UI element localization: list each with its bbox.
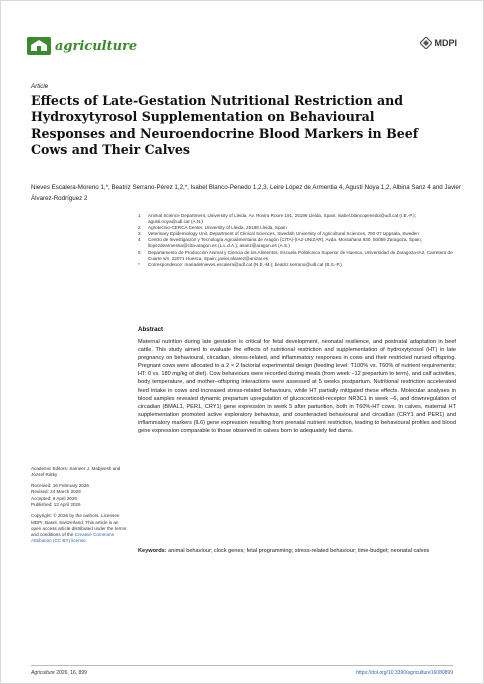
license-link[interactable]: Creative Commons Attribution (CC BY) license: [31, 532, 115, 544]
barn-icon: [27, 37, 51, 55]
author-list: Nieves Escalera-Moreno 1,*, Beatriz Serrano-Pérez 1,2,*, Isabel Blanco-Penedo 1,2,3, Leire López de Armentia 4, Agustí Noya 1,2, Albina Sanz 4 and Javier Álvarez-Rodríguez 2: [31, 184, 461, 202]
correspondence-item: * Correspondence: mariadelnieves.escalera@udl.cat (N.E.-M.); beatriz.serrano@udl.cat (B.S.-P.): [138, 261, 342, 267]
article-sidebar: [31, 466, 127, 549]
footer-journal: Agriculture: [31, 670, 55, 676]
mdpi-icon: [420, 37, 432, 49]
abstract-heading: Abstract: [138, 326, 164, 333]
copyright-text: Copyright: © 2026 by the authors. Licensee MDPI, Basel, Switzerland. This article is an open access article distributed under the terms and conditions of the: [31, 513, 127, 538]
article-type: Article: [31, 83, 49, 90]
publisher-name: MDPI: [434, 38, 457, 48]
journal-logo[interactable]: [27, 37, 137, 55]
keywords: [138, 547, 456, 555]
affiliation-item: 5 Departamento de Producción Animal y Ciencia de los Alimentos, Escuela Politécnica Superior de Huesca, Universidad de Zaragoza-IA2, Carretera de Cuarte s/n, 22071 Huesca, Spain; javier.alvarez@unizar.es: [138, 249, 453, 261]
publisher-logo[interactable]: [420, 37, 458, 49]
keywords-label: Keywords:: [138, 548, 167, 554]
footer-doi-link[interactable]: https://doi.org/10.3390/agriculture16080899: [356, 670, 453, 676]
abstract-text: Maternal nutrition during late gestation is critical for fetal development, neonatal resilience, and postnatal adaptation in beef cattle. This study aimed to evaluate the effects of nutritional restriction and supplementation of hydroxytyrosol (HT) in late pregnancy on behavioural, circadian, stress-related, and inflammatory responses in cows and their restricted nursed offspring. Pregnant cows were allocated to a 2 × 2 factorial experimental design (feeding level: T100% vs. T60% of nutrient requirements; HT: 0 vs. 180 mg/kg of diet). Cow behaviours were recorded during meals (from week −12 prepartum to term), and calf activities, body temperature, and mother–offspring interactions were assessed at 5 weeks postpartum. Nutritional restriction accelerated feed intake in cows and increased stress-related behaviours, while HT partially mitigated these effects. Molecular analyses in blood samples revealed dynamic prepartum upregulation of glucocorticoid-receptor NR3C1 in week −6, and downregulation of circadian (BMAL1, PER1, CRY1) gene expression in week 5 after parturition, both in T60%-HT cows. In calves, maternal HT supplementation promoted active exploratory behaviour, and counteracted behavioural and circadian (CRY1 and PER1) and inflammatory markers (IL6) gene expression resulting from prenatal nutrient restriction, leading to behavioural profiles and blood gene expression comparable to those observed in calves born to adequately fed dams.: [138, 339, 456, 435]
journal-name: agriculture: [55, 38, 138, 54]
footer-citation: [31, 670, 87, 676]
affiliation-item: 2 Agrotecnio-CERCA Center, University of Lleida, 25198 Lleida, Spain: [138, 225, 287, 231]
paper-title: Effects of Late-Gestation Nutritional Restriction and Hydroxytyrosol Supplementation on Behavioural Responses and Neuroendocrine Blood Markers in Beef Cows and Their Calves: [31, 93, 419, 158]
footer-volume: 2026, 16, 899: [56, 670, 87, 676]
academic-editors: Academic Editors: Sameer J. Mabjeesh and József Rátky: [31, 466, 121, 478]
affiliation-item: 4 Centro de Investigación y Tecnología Agroalimentaria de Aragón (CITA)-(IA2-UNIZAR), Avda. Montañana 930, 50059 Zaragoza, Spain; llopezdearmentia@cita-aragon.es (L.L.d.A.); asanz@aragon.es (A.S.): [138, 237, 422, 249]
revised-date: Revised: 24 March 2026: [31, 489, 81, 495]
received-date: Received: 16 February 2026: [31, 483, 89, 489]
affiliation-item: 1 Animal Science Department, University of Lleida, Av. Rovira Roure 191, 25198 Lleida, Spain; isabel.blancopenedo@udl.cat (I.B.-P.); agusti.noya@udl.cat (A.N.): [138, 213, 416, 225]
affiliation-item: 3 Veterinary Epidemiology Unit, Department of Clinical Sciences, Swedish University of Agricultural Sciences, 750 07 Uppsala, Sweden: [138, 231, 419, 237]
affiliation-list: [138, 213, 458, 268]
keywords-text: animal behaviour; clock genes; fetal programming; stress-related behaviour; time-budget; neonatal calves: [168, 548, 430, 554]
published-date: Published: 12 April 2026: [31, 501, 81, 507]
copyright-end: .: [85, 538, 87, 544]
accepted-date: Accepted: 9 April 2026: [31, 495, 77, 501]
footer-divider: [31, 665, 453, 666]
